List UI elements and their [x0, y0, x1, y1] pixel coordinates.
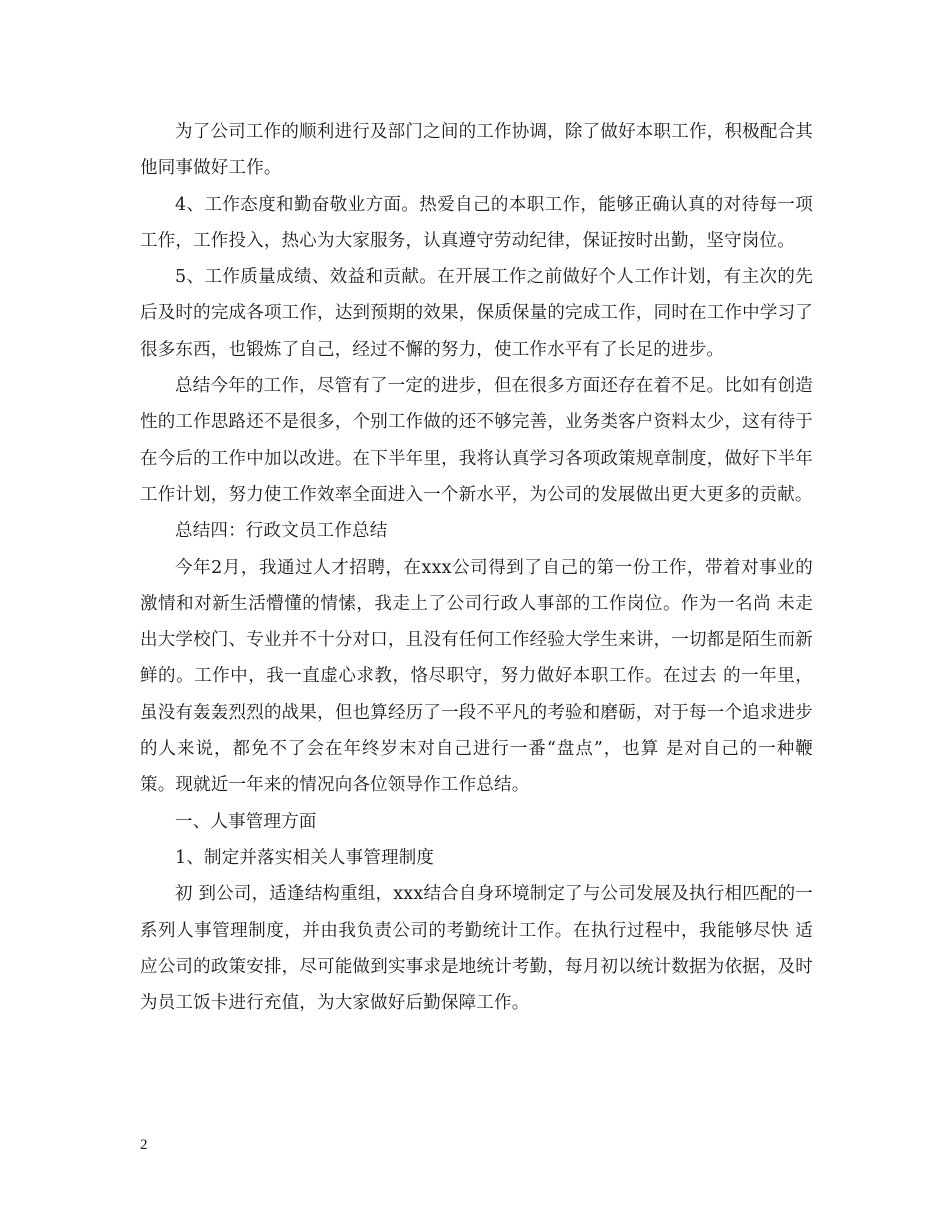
paragraph-year-summary: 总结今年的工作，尽管有了一定的进步，但在很多方面还存在着不足。比如有创造性的工作思路还不是很多，个别工作做的还不够完善，业务类客户资料太少，这有待于在今后的工作中加以改进。在下半年里，我将认真学习各项政策规章制度，做好下半年工作计划，努力使工作效率全面进入一个新水平，为公司的发展做出更大更多的贡献。	[140, 376, 813, 505]
document-body	[140, 114, 813, 1021]
paragraph-hr-policies: 初 到公司，适逢结构重组，xxx结合自身环境制定了与公司发展及执行相匹配的一系列人事管理制度，并由我负责公司的考勤统计工作。在执行过程中，我能够尽快 适应公司的政策安排，尽可能做到实事求是地统计考勤，每月初以统计数据为依据，及时为员工饭卡进行充值，为大家做好后勤保障工作。	[140, 884, 813, 1014]
section-heading-summary-four: 总结四：行政文员工作总结	[175, 521, 388, 542]
paragraph-intro-admin-clerk: 今年2月，我通过人才招聘，在xxx公司得到了自己的第一份工作，带着对事业的激情和对新生活懵懂的情愫，我走上了公司行政人事部的工作岗位。作为一名尚 未走出大学校门、专业并不十分对口，且没有任何工作经验大学生来讲，一切都是陌生而新鲜的。工作中，我一直虚心求教，恪尽职守，努力做好本职工作。在过去 的一年里，虽没有轰轰烈烈的战果，但也算经历了一段不平凡的考验和磨砺，对于每一个追求进步的人来说，都免不了会在年终岁末对自己进行一番“盘点”，也算 是对自己的一种鞭策。现就近一年来的情况向各位领导作工作总结。	[140, 557, 813, 796]
paragraph-work-quality: 5、工作质量成绩、效益和贡献。在开展工作之前做好个人工作计划，有主次的先后及时的完成各项工作，达到预期的效果，保质保量的完成工作，同时在工作中学习了很多东西，也锻炼了自己，经过不懈的努力，使工作水平有了长足的进步。	[140, 267, 813, 360]
subheading-hr-policies: 1、制定并落实相关人事管理制度	[175, 847, 435, 868]
page-number: 2	[140, 1137, 148, 1153]
paragraph-work-attitude: 4、工作态度和勤奋敬业方面。热爱自己的本职工作，能够正确认真的对待每一项工作，工作投入，热心为大家服务，认真遵守劳动纪律，保证按时出勤，坚守岗位。	[140, 194, 813, 251]
section-heading-hr-management: 一、人事管理方面	[175, 811, 317, 832]
paragraph-coordination: 为了公司工作的顺利进行及部门之间的工作协调，除了做好本职工作，积极配合其他同事做好工作。	[140, 122, 813, 179]
